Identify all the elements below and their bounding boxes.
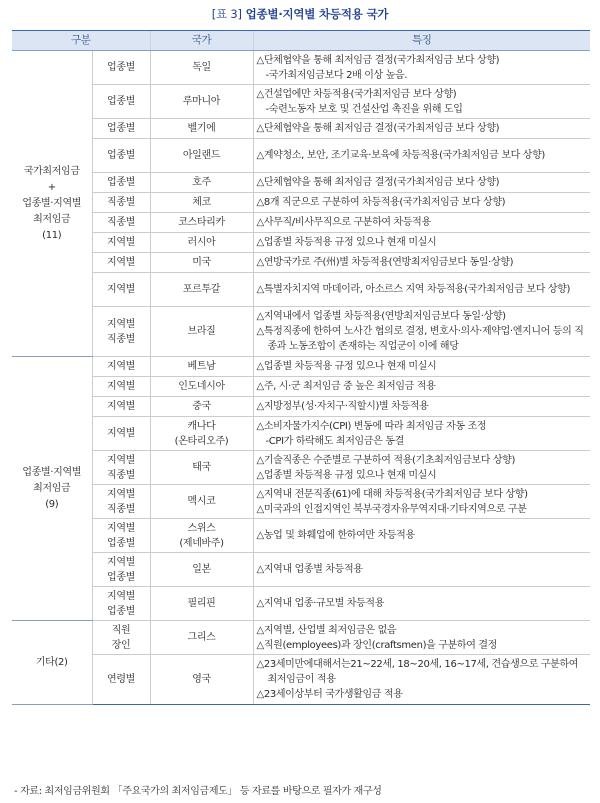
feature-line: △미국과의 인접지역인 북부국경자유무역지대·기타지역으로 구분 <box>256 503 527 515</box>
sub-category-line: 지역별 <box>107 284 135 295</box>
country-cell <box>150 519 253 553</box>
sub-category-line: 연령별 <box>107 674 135 685</box>
table-row <box>12 417 590 451</box>
feature-line: △23세미만에대해서는21~22세, 18~20세, 16~17세, 견습생으로 구분하여 최저임금이 적용 <box>256 659 579 685</box>
feature-line: △8개 직군으로 구분하여 차등적용(국가최저임금 보다 상향) <box>256 197 506 208</box>
table-row <box>12 139 590 173</box>
header-row <box>12 31 590 51</box>
feature-line: △23세이상부터 국가생활임금 적용 <box>256 689 403 700</box>
country-name: (제네바주) <box>179 537 224 549</box>
sub-category-line: 지역별 <box>107 257 135 268</box>
country-name: 독일 <box>192 62 211 73</box>
feature-line: △건설업에만 차등적용(국가최저임금 보다 상향) <box>256 88 457 100</box>
country-name: 그리스 <box>187 632 216 643</box>
country-name: 태국 <box>192 462 211 473</box>
sub-category-line: 지역별 <box>107 361 135 372</box>
table-row <box>12 253 590 273</box>
group-label-line: 기타(2) <box>35 656 68 668</box>
country-cell <box>150 307 253 357</box>
group-label <box>12 357 92 621</box>
group-label-line: 업종별·지역별 <box>22 197 82 209</box>
sub-category-line: 업종별 <box>107 150 135 161</box>
features-cell <box>253 357 590 377</box>
table-row <box>12 193 590 213</box>
country-name: 루마니아 <box>182 96 221 107</box>
features-cell <box>253 417 590 451</box>
sub-category <box>92 655 150 705</box>
sub-category <box>92 587 150 621</box>
sub-category-line: 업종별 <box>107 62 135 73</box>
sub-category-line: 업종별 <box>107 96 135 107</box>
country-cell <box>150 51 253 85</box>
table-title <box>0 6 600 22</box>
country-table <box>12 30 590 705</box>
feature-line: △특정직종에 한하여 노사간 협의로 결정, 변호사·의사·제약업·엔지니어 등의 직종과 노동조합이 존재하는 직업군이 이에 해당 <box>256 326 584 352</box>
table-row <box>12 273 590 307</box>
country-cell <box>150 417 253 451</box>
sub-category-line: 지역별 <box>107 556 135 568</box>
country-name: 베트남 <box>187 361 216 372</box>
country-name: 코스타리카 <box>178 217 225 228</box>
country-cell <box>150 357 253 377</box>
sub-category-line: 지역별 <box>107 381 135 392</box>
sub-category <box>92 485 150 519</box>
country-name: 영국 <box>192 674 211 685</box>
table-row <box>12 173 590 193</box>
table-row <box>12 307 590 357</box>
features-cell <box>253 85 590 119</box>
sub-category <box>92 273 150 307</box>
feature-line: △지역내 업종·규모별 차등적용 <box>256 598 385 609</box>
features-cell <box>253 377 590 397</box>
country-cell <box>150 451 253 485</box>
features-cell <box>253 173 590 193</box>
table-row <box>12 519 590 553</box>
country-name: (온타리오주) <box>174 435 229 447</box>
group-label-line: 업종별·지역별 <box>22 466 82 478</box>
sub-category-line: 지역별 <box>107 590 135 602</box>
features-cell <box>253 553 590 587</box>
table-row <box>12 587 590 621</box>
sub-category <box>92 377 150 397</box>
table-row <box>12 213 590 233</box>
country-name: 러시아 <box>187 237 216 248</box>
country-name: 벨기에 <box>187 123 216 134</box>
table-row <box>12 397 590 417</box>
country-cell <box>150 173 253 193</box>
features-cell <box>253 193 590 213</box>
country-name: 인도네시아 <box>178 381 225 392</box>
group-label <box>12 621 92 705</box>
feature-line: -숙련노동자 보호 및 건설산업 촉진을 위해 도입 <box>265 103 463 115</box>
feature-line: △직원(employees)과 장인(craftsmen)을 구분하여 결정 <box>256 639 497 651</box>
sub-category-line: 직종별 <box>107 197 135 208</box>
country-name: 캐나다 <box>187 420 216 432</box>
sub-category-line: 직종별 <box>107 333 135 345</box>
sub-category-line: 지역별 <box>107 318 135 330</box>
country-cell <box>150 621 253 655</box>
country-cell <box>150 253 253 273</box>
sub-category <box>92 307 150 357</box>
group-label-line: (11) <box>42 229 62 241</box>
feature-line: △지방정부(성·자치구·직할시)별 차등적용 <box>256 401 429 412</box>
sub-category <box>92 397 150 417</box>
sub-category <box>92 193 150 213</box>
country-cell <box>150 397 253 417</box>
feature-line: △연방국가로 주(州)별 차등적용(연방최저임금보다 동일·상향) <box>256 257 514 268</box>
features-cell <box>253 587 590 621</box>
feature-line: △단체협약을 통해 최저임금 결정(국가최저임금 보다 상향) <box>256 123 500 134</box>
table-row <box>12 119 590 139</box>
sub-category <box>92 233 150 253</box>
sub-category <box>92 51 150 85</box>
sub-category-line: 지역별 <box>107 488 135 500</box>
features-cell <box>253 119 590 139</box>
features-cell <box>253 253 590 273</box>
feature-line: △사무직/비사무직으로 구분하여 차등적용 <box>256 217 431 228</box>
sub-category <box>92 139 150 173</box>
sub-category <box>92 451 150 485</box>
country-name: 미국 <box>192 257 211 268</box>
sub-category-line: 지역별 <box>107 522 135 534</box>
country-cell <box>150 213 253 233</box>
sub-category-line: 업종별 <box>107 571 135 583</box>
header-category: 구분 <box>12 31 150 51</box>
country-cell <box>150 553 253 587</box>
sub-category <box>92 253 150 273</box>
features-cell <box>253 485 590 519</box>
sub-category-line: 장인 <box>111 639 131 651</box>
sub-category-line: 직종별 <box>107 217 135 228</box>
feature-line: -CPI가 하락해도 최저임금은 동결 <box>265 435 404 447</box>
header-features: 특징 <box>253 31 590 51</box>
country-cell <box>150 193 253 213</box>
table-title-text: 업종별·지역별 차등적용 국가 <box>245 7 389 21</box>
sub-category <box>92 553 150 587</box>
features-cell <box>253 519 590 553</box>
country-name: 필리핀 <box>187 598 216 609</box>
features-cell <box>253 51 590 85</box>
country-cell <box>150 377 253 397</box>
features-cell <box>253 397 590 417</box>
feature-line: △업종별 차등적용 규정 있으나 현재 미실시 <box>256 361 437 372</box>
sub-category <box>92 417 150 451</box>
table-number: [표 3] <box>211 7 242 21</box>
country-name: 체코 <box>192 197 211 208</box>
table-row <box>12 553 590 587</box>
group-label-line: + <box>47 181 56 193</box>
country-cell <box>150 485 253 519</box>
features-cell <box>253 621 590 655</box>
table-row <box>12 621 590 655</box>
feature-line: △농업 및 화훼업에 한하여만 차등적용 <box>256 530 415 541</box>
sub-category-line: 직원 <box>111 624 131 636</box>
features-cell <box>253 233 590 253</box>
feature-line: △단체협약을 통해 최저임금 결정(국가최저임금 보다 상향) <box>256 54 500 66</box>
country-cell <box>150 85 253 119</box>
sub-category <box>92 621 150 655</box>
table-row <box>12 485 590 519</box>
features-cell <box>253 307 590 357</box>
feature-line: △단체협약을 통해 최저임금 결정(국가최저임금 보다 상향) <box>256 177 500 188</box>
feature-line: △업종별 차등적용 규정 있으나 현재 미실시 <box>256 237 437 248</box>
group-label-line: 최저임금 <box>33 213 71 225</box>
features-cell <box>253 451 590 485</box>
features-cell <box>253 273 590 307</box>
table-row <box>12 85 590 119</box>
sub-category-line: 지역별 <box>107 237 135 248</box>
feature-line: △소비자물가지수(CPI) 변동에 따라 최저임금 자동 조정 <box>256 420 487 432</box>
header-country: 국가 <box>150 31 253 51</box>
group-label-line: 최저임금 <box>33 482 71 494</box>
sub-category-line: 업종별 <box>107 123 135 134</box>
country-name: 호주 <box>192 177 211 188</box>
country-name: 일본 <box>192 564 211 575</box>
feature-line: -국가최저임금보다 2배 이상 높음. <box>265 69 408 81</box>
table-row <box>12 377 590 397</box>
group-label-line: (9) <box>45 498 59 510</box>
sub-category-line: 지역별 <box>107 428 135 439</box>
country-cell <box>150 655 253 705</box>
features-cell <box>253 139 590 173</box>
feature-line: △기술직종은 수준별로 구분하여 적용(기초최저임금보다 상향) <box>256 454 516 466</box>
group-label-line: 국가최저임금 <box>23 165 80 177</box>
country-name: 브라질 <box>187 326 216 337</box>
features-cell <box>253 655 590 705</box>
sub-category-line: 직종별 <box>107 469 135 481</box>
country-cell <box>150 119 253 139</box>
feature-line: △계약청소, 보안, 조기교육·보육에 차등적용(국가최저임금 보다 상향) <box>256 150 545 161</box>
country-name: 스위스 <box>187 522 216 534</box>
table-row <box>12 357 590 377</box>
table-body <box>12 51 590 705</box>
group-label <box>12 51 92 357</box>
sub-category <box>92 213 150 233</box>
feature-line: △특별자치지역 마데이라, 아소르스 지역 차등적용(국가최저임금 보다 상향) <box>256 284 571 295</box>
feature-line: △지역내에서 업종별 차등적용(연방최저임금보다 동일·상향) <box>256 311 506 322</box>
sub-category <box>92 173 150 193</box>
source-note: - 자료: 최저임금위원회 「주요국가의 최저임금제도」 등 자료를 바탕으로 필자가 재구성 <box>14 786 382 797</box>
sub-category-line: 지역별 <box>107 454 135 466</box>
sub-category-line: 업종별 <box>107 177 135 188</box>
country-name: 포르투갈 <box>182 284 221 295</box>
table-row <box>12 451 590 485</box>
feature-line: △지역내 업종별 차등적용 <box>256 564 363 575</box>
sub-category-line: 업종별 <box>107 537 135 549</box>
country-cell <box>150 139 253 173</box>
sub-category-line: 직종별 <box>107 503 135 515</box>
country-cell <box>150 233 253 253</box>
feature-line: △업종별 차등적용 규정 있으나 현재 미실시 <box>256 469 437 481</box>
country-name: 멕시코 <box>187 496 216 507</box>
sub-category <box>92 119 150 139</box>
country-name: 중국 <box>192 401 211 412</box>
sub-category-line: 업종별 <box>107 605 135 617</box>
feature-line: △주, 시·군 최저임금 중 높은 최저임금 적용 <box>256 381 436 392</box>
sub-category <box>92 357 150 377</box>
sub-category <box>92 85 150 119</box>
sub-category-line: 지역별 <box>107 401 135 412</box>
country-name: 아일랜드 <box>182 150 221 161</box>
table-row <box>12 655 590 705</box>
features-cell <box>253 213 590 233</box>
sub-category <box>92 519 150 553</box>
feature-line: △지역별, 산업별 최저임금은 없음 <box>256 624 397 636</box>
table-row <box>12 51 590 85</box>
table-row <box>12 233 590 253</box>
feature-line: △지역내 전문직종(61)에 대해 차등적용(국가최저임금 보다 상향) <box>256 488 528 500</box>
country-cell <box>150 587 253 621</box>
country-cell <box>150 273 253 307</box>
